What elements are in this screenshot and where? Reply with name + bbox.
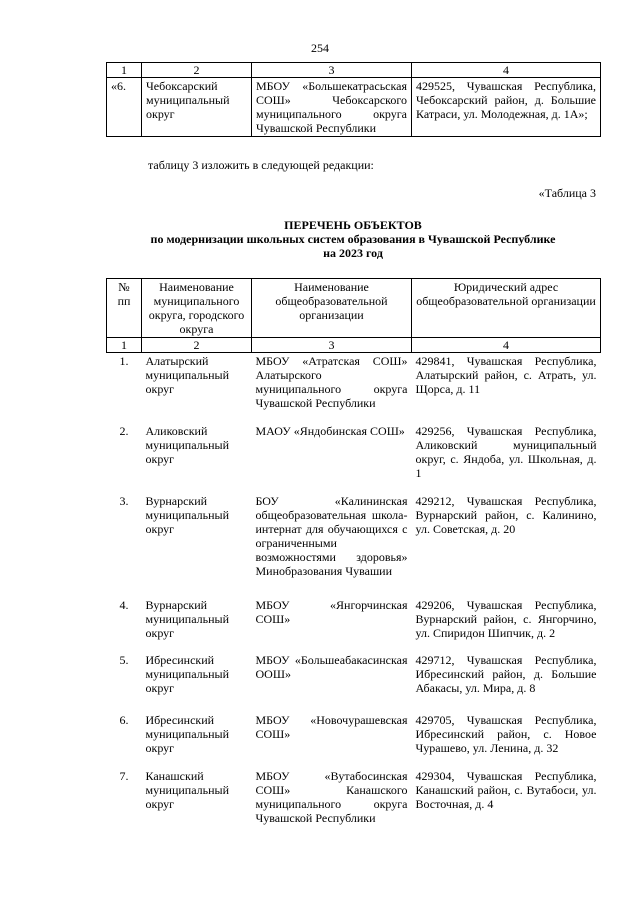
table-row — [107, 768, 601, 826]
column-number: 2 — [142, 338, 252, 353]
header-cell: № пп — [107, 279, 142, 338]
column-number: 4 — [412, 63, 601, 78]
table-row — [107, 493, 601, 597]
row-number: 5. — [119, 652, 129, 667]
table-caption: «Таблица 3 — [538, 186, 596, 200]
header-cell: Наименование муниципального округа, городского округа — [142, 279, 252, 338]
address-cell: 429712, Чувашская Республика, Ибресинский район, д. Большие Абакасы, ул. Мира, д. 8 — [415, 652, 597, 695]
row-number: 2. — [119, 423, 129, 438]
page-number: 254 — [311, 41, 329, 55]
title-line: ПЕРЕЧЕНЬ ОБЪЕКТОВ — [284, 218, 422, 232]
municipality-cell: Вурнарский муниципальный округ — [145, 493, 230, 536]
objects-table — [106, 278, 601, 826]
row-number: 6. — [119, 712, 129, 727]
row-number: «6. — [107, 78, 142, 137]
address-cell: 429525, Чувашская Республика, Чебоксарский район, д. Большие Катраси, ул. Молодежная, д. 1А»; — [412, 78, 601, 137]
column-number-row — [107, 63, 601, 78]
header-cell: Юридический адрес общеобразовательной организации — [412, 279, 601, 338]
column-number: 3 — [252, 338, 412, 353]
instruction-text: таблицу 3 изложить в следующей редакции: — [148, 158, 374, 172]
column-number: 3 — [252, 63, 412, 78]
table-row — [107, 353, 601, 423]
column-number: 4 — [412, 338, 601, 353]
title-line: по модернизации школьных систем образования в Чувашской Республике — [150, 232, 556, 246]
address-cell: 429841, Чувашская Республика, Алатырский район, с. Атрать, ул. Щорса, д. 11 — [415, 354, 597, 396]
organization-cell: МБОУ «Янгорчинская СОШ» — [255, 597, 408, 626]
municipality-cell: Алатырский муниципальный округ — [145, 354, 230, 396]
table-row — [107, 712, 601, 768]
column-number: 1 — [107, 63, 142, 78]
continued-table — [106, 62, 601, 137]
table-row — [107, 78, 601, 137]
address-cell: 429206, Чувашская Республика, Вурнарский район, с. Янгорчино, ул. Спиридон Шипчик, д. 2 — [415, 597, 597, 640]
header-cell: Наименование общеобразовательной организации — [252, 279, 412, 338]
organization-cell: МБОУ «Большекатрасьская СОШ» Чебоксарского муниципального округа Чувашской Республики — [252, 78, 412, 137]
address-cell: 429212, Чувашская Республика, Вурнарский район, с. Калинино, ул. Советская, д. 20 — [415, 493, 597, 536]
row-number: 7. — [119, 768, 129, 783]
column-number: 2 — [142, 63, 252, 78]
organization-cell: МБОУ «Атратская СОШ» Алатырского муниципального округа Чувашской Республики — [255, 354, 408, 410]
municipality-cell: Ибресинский муниципальный округ — [145, 652, 230, 695]
address-cell: 429705, Чувашская Республика, Ибресинский район, с. Новое Чурашево, ул. Ленина, д. 32 — [415, 712, 597, 755]
municipality-cell: Ибресинский муниципальный округ — [145, 712, 230, 755]
header-row — [107, 279, 601, 338]
address-cell: 429256, Чувашская Республика, Аликовский муниципальный округ, с. Яндоба, ул. Школьная, д. 1 — [415, 423, 597, 480]
row-number: 4. — [119, 597, 129, 612]
organization-cell: МБОУ «Вутабосинская СОШ» Канашского муниципального округа Чувашской Республики — [255, 768, 408, 825]
organization-cell: БОУ «Калининская общеобразовательная школа-интернат для обучающихся с ограниченными возможностями здоровья» Минобразования Чувашии — [255, 493, 408, 578]
column-number: 1 — [107, 338, 142, 353]
organization-cell: МБОУ «Большеабакасинская ООШ» — [255, 652, 408, 681]
municipality-cell: Чебоксарский муниципальный округ — [142, 78, 252, 137]
column-number-row — [107, 338, 601, 353]
table-row — [107, 652, 601, 712]
address-cell: 429304, Чувашская Республика, Канашский район, с. Вутабоси, ул. Восточная, д. 4 — [415, 768, 597, 811]
table-row — [107, 597, 601, 652]
municipality-cell: Канашский муниципальный округ — [145, 768, 230, 811]
title-line: на 2023 год — [323, 246, 383, 260]
municipality-cell: Аликовский муниципальный округ — [145, 423, 230, 466]
row-number: 3. — [119, 493, 129, 508]
table-row — [107, 423, 601, 493]
organization-cell: МАОУ «Яндобинская СОШ» — [255, 423, 405, 438]
organization-cell: МБОУ «Новочурашевская СОШ» — [255, 712, 408, 741]
row-number: 1. — [119, 354, 129, 368]
municipality-cell: Вурнарский муниципальный округ — [145, 597, 230, 640]
document-title — [106, 218, 600, 260]
